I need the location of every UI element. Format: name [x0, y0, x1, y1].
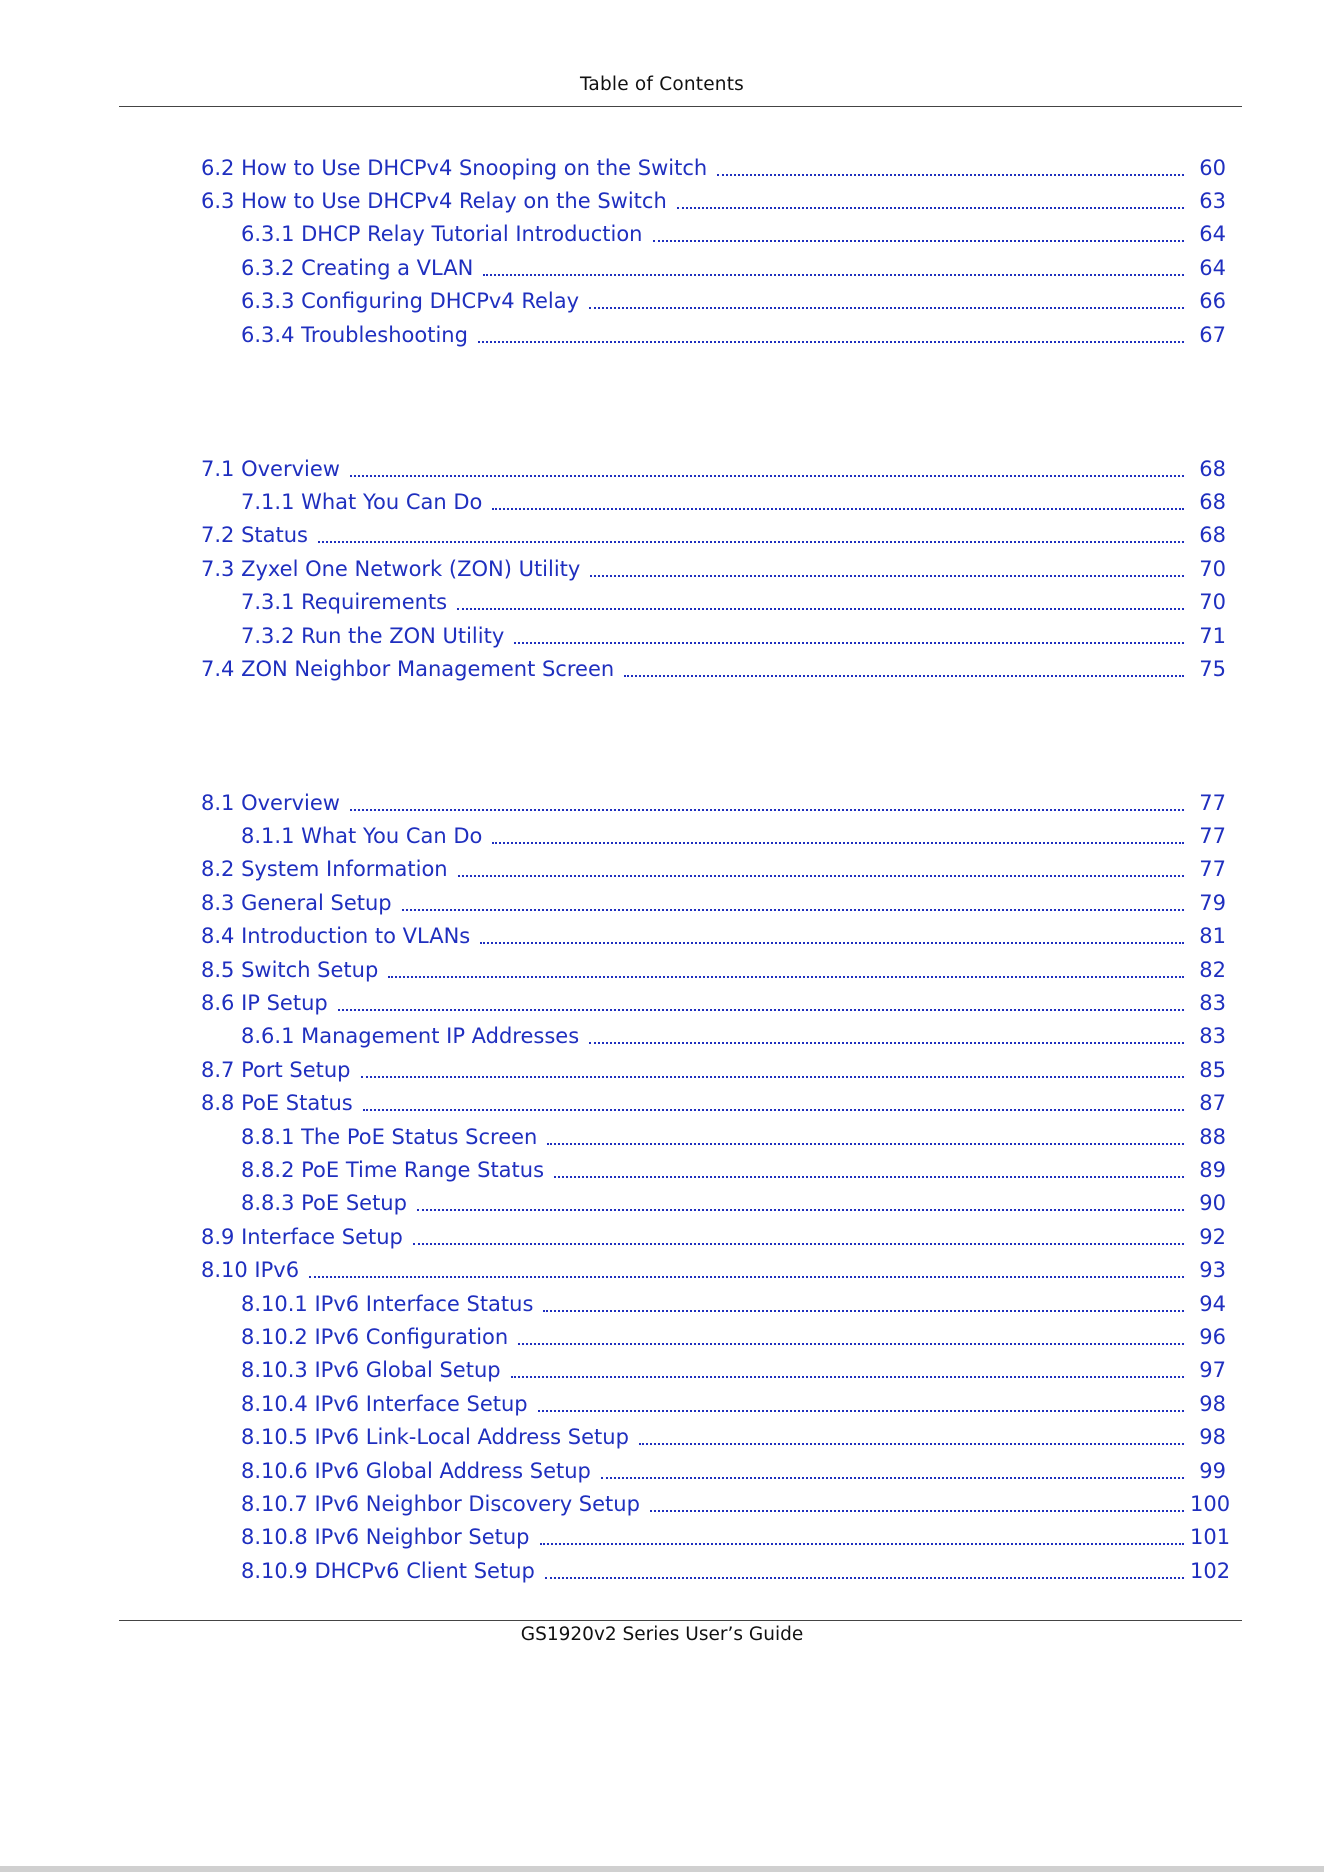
toc-entry[interactable] [0, 652, 1324, 685]
toc-entry-label: 8.8 PoE Status [201, 1091, 353, 1116]
toc-entry[interactable] [0, 318, 1324, 351]
toc-entry-label: 8.8.2 PoE Time Range Status [241, 1157, 545, 1182]
toc-dot-leader [717, 174, 1184, 176]
toc-entry[interactable] [0, 1153, 1324, 1186]
toc-entry[interactable] [0, 1020, 1324, 1053]
toc-entry[interactable] [0, 285, 1324, 318]
toc-dot-leader [480, 942, 1184, 944]
toc-entry-label: 8.1.1 What You Can Do [241, 823, 483, 848]
toc-dot-leader [514, 642, 1184, 644]
toc-dot-leader [589, 1042, 1184, 1044]
toc-dot-leader [413, 1243, 1184, 1245]
toc-dot-leader [338, 1009, 1184, 1011]
toc-entry-label: 8.10 IPv6 [201, 1258, 300, 1283]
toc-dot-leader [417, 1209, 1184, 1211]
toc-entry-page-number: 77 [1199, 790, 1226, 815]
toc-entry[interactable] [0, 953, 1324, 986]
toc-dot-leader [650, 1510, 1184, 1512]
toc-entry-label: 7.1 Overview [201, 456, 340, 481]
toc-entry[interactable] [0, 853, 1324, 886]
toc-entry-label: 8.3 General Setup [201, 890, 392, 915]
toc-entry-label: 8.10.8 IPv6 Neighbor Setup [241, 1525, 530, 1550]
toc-dot-leader [363, 1109, 1184, 1111]
toc-entry-label: 8.8.1 The PoE Status Screen [241, 1124, 538, 1149]
scan-edge-bar [0, 1866, 1324, 1872]
toc-entry-label: 8.1 Overview [201, 790, 340, 815]
toc-entry-page-number: 63 [1199, 188, 1226, 213]
toc-entry-label: 8.10.9 DHCPv6 Client Setup [241, 1558, 535, 1583]
toc-entry[interactable] [0, 1254, 1324, 1287]
toc-entry-label: 8.9 Interface Setup [201, 1224, 403, 1249]
toc-entry-label: 6.3.1 DHCP Relay Tutorial Introduction [241, 222, 643, 247]
toc-entry[interactable] [0, 452, 1324, 485]
toc-dot-leader [554, 1176, 1184, 1178]
toc-entry-label: 8.6.1 Management IP Addresses [241, 1024, 580, 1049]
toc-entry-page-number: 75 [1199, 656, 1226, 681]
toc-entry[interactable] [0, 1187, 1324, 1220]
toc-dot-leader [458, 875, 1184, 877]
toc-entry-label: 7.4 ZON Neighbor Management Screen [201, 656, 615, 681]
toc-entry-label: 8.10.3 IPv6 Global Setup [241, 1358, 501, 1383]
toc-entry-label: 7.3 Zyxel One Network (ZON) Utility [201, 556, 581, 581]
toc-dot-leader [540, 1543, 1184, 1545]
toc-entry[interactable] [0, 552, 1324, 585]
toc-entry-page-number: 98 [1199, 1425, 1226, 1450]
toc-dot-leader [589, 307, 1184, 309]
toc-entry-page-number: 96 [1199, 1324, 1226, 1349]
toc-entry[interactable] [0, 1087, 1324, 1120]
toc-entry[interactable] [0, 1554, 1324, 1587]
toc-entry[interactable] [0, 251, 1324, 284]
toc-entry[interactable] [0, 819, 1324, 852]
toc-entry-label: 8.8.3 PoE Setup [241, 1191, 407, 1216]
toc-entry-label: 7.3.1 Requirements [241, 590, 448, 615]
toc-entry-page-number: 81 [1199, 924, 1226, 949]
toc-entry[interactable] [0, 1354, 1324, 1387]
toc-entry-label: 8.10.4 IPv6 Interface Setup [241, 1391, 528, 1416]
toc-dot-leader [624, 675, 1184, 677]
toc-entry[interactable] [0, 886, 1324, 919]
toc-entry[interactable] [0, 218, 1324, 251]
page-footer-title: GS1920v2 Series User’s Guide [520, 1624, 804, 1645]
toc-dot-leader [388, 976, 1184, 978]
toc-entry-page-number: 60 [1199, 155, 1226, 180]
toc-entry-page-number: 70 [1199, 590, 1226, 615]
toc-dot-leader [492, 842, 1184, 844]
toc-entry-label: 8.6 IP Setup [201, 990, 328, 1015]
toc-dot-leader [483, 274, 1184, 276]
toc-entry[interactable] [0, 1487, 1324, 1520]
toc-entry-label: 6.3 How to Use DHCPv4 Relay on the Switch [201, 188, 667, 213]
toc-entry[interactable] [0, 151, 1324, 184]
toc-entry-label: 8.10.6 IPv6 Global Address Setup [241, 1458, 591, 1483]
toc-entry[interactable] [0, 519, 1324, 552]
toc-entry[interactable] [0, 184, 1324, 217]
toc-entry[interactable] [0, 786, 1324, 819]
toc-dot-leader [590, 575, 1184, 577]
toc-entry-label: 8.5 Switch Setup [201, 957, 379, 982]
toc-entry[interactable] [0, 1053, 1324, 1086]
toc-entry-label: 6.2 How to Use DHCPv4 Snooping on the Switch [201, 155, 708, 180]
toc-entry-page-number: 77 [1199, 823, 1226, 848]
toc-entry-label: 8.10.1 IPv6 Interface Status [241, 1291, 534, 1316]
toc-entry-page-number: 90 [1199, 1191, 1226, 1216]
toc-entry-label: 7.1.1 What You Can Do [241, 489, 483, 514]
toc-entry-page-number: 83 [1199, 990, 1226, 1015]
toc-dot-leader [547, 1143, 1184, 1145]
toc-entry[interactable] [0, 1120, 1324, 1153]
toc-entry[interactable] [0, 1454, 1324, 1487]
toc-entry[interactable] [0, 920, 1324, 953]
toc-entry-page-number: 79 [1199, 890, 1226, 915]
toc-entry-label: 7.3.2 Run the ZON Utility [241, 623, 505, 648]
toc-entry-page-number: 97 [1199, 1358, 1226, 1383]
toc-entry[interactable] [0, 1521, 1324, 1554]
toc-entry-page-number: 100 [1190, 1491, 1231, 1516]
toc-entry-page-number: 77 [1199, 857, 1226, 882]
toc-entry[interactable] [0, 619, 1324, 652]
toc-dot-leader [677, 207, 1184, 209]
toc-entry-page-number: 70 [1199, 556, 1226, 581]
footer-divider [119, 1620, 1242, 1621]
toc-dot-leader [653, 240, 1185, 242]
toc-dot-leader [350, 809, 1184, 811]
toc-entry[interactable] [0, 586, 1324, 619]
toc-entry-page-number: 82 [1199, 957, 1226, 982]
toc-dot-leader [518, 1343, 1184, 1345]
toc-entry-page-number: 99 [1199, 1458, 1226, 1483]
toc-dot-leader [511, 1376, 1184, 1378]
toc-entry[interactable] [0, 1387, 1324, 1420]
toc-entry-page-number: 66 [1199, 289, 1226, 314]
toc-entry-label: 8.10.5 IPv6 Link-Local Address Setup [241, 1425, 629, 1450]
toc-entry-page-number: 68 [1199, 489, 1226, 514]
toc-entry-page-number: 93 [1199, 1258, 1226, 1283]
toc-entry-page-number: 94 [1199, 1291, 1226, 1316]
toc-dot-leader [639, 1443, 1184, 1445]
toc-entry-page-number: 68 [1199, 456, 1226, 481]
toc-entry[interactable] [0, 485, 1324, 518]
toc-entry-page-number: 71 [1199, 623, 1226, 648]
toc-dot-leader [545, 1577, 1184, 1579]
toc-dot-leader [402, 909, 1184, 911]
toc-dot-leader [318, 541, 1184, 543]
toc-dot-leader [478, 341, 1184, 343]
toc-dot-leader [601, 1477, 1184, 1479]
toc-dot-leader [538, 1410, 1184, 1412]
toc-entry-label: 8.10.7 IPv6 Neighbor Discovery Setup [241, 1491, 640, 1516]
toc-entry-page-number: 64 [1199, 255, 1226, 280]
toc-dot-leader [350, 475, 1184, 477]
toc-entry-label: 7.2 Status [201, 523, 308, 548]
toc-entry-label: 6.3.2 Creating a VLAN [241, 255, 474, 280]
toc-entry[interactable] [0, 1220, 1324, 1253]
toc-entry-label: 6.3.4 Troubleshooting [241, 322, 468, 347]
toc-dot-leader [457, 608, 1184, 610]
toc-entry-label: 8.10.2 IPv6 Configuration [241, 1324, 509, 1349]
toc-entry[interactable] [0, 1287, 1324, 1320]
toc-entry-page-number: 88 [1199, 1124, 1226, 1149]
toc-entry-page-number: 101 [1190, 1525, 1231, 1550]
toc-entry-page-number: 67 [1199, 322, 1226, 347]
toc-entry-label: 8.2 System Information [201, 857, 448, 882]
page-header-title: Table of Contents [579, 74, 745, 95]
toc-entry-page-number: 85 [1199, 1057, 1226, 1082]
toc-entry-page-number: 87 [1199, 1091, 1226, 1116]
toc-entry-page-number: 92 [1199, 1224, 1226, 1249]
toc-entry-label: 8.4 Introduction to VLANs [201, 924, 471, 949]
toc-dot-leader [543, 1310, 1184, 1312]
toc-entry-page-number: 89 [1199, 1157, 1226, 1182]
toc-entry-page-number: 83 [1199, 1024, 1226, 1049]
toc-entry[interactable] [0, 1421, 1324, 1454]
toc-dot-leader [361, 1076, 1184, 1078]
toc-dot-leader [492, 508, 1184, 510]
toc-entry-page-number: 102 [1190, 1558, 1231, 1583]
toc-dot-leader [309, 1276, 1184, 1278]
toc-entry[interactable] [0, 1320, 1324, 1353]
toc-entry-page-number: 68 [1199, 523, 1226, 548]
toc-entry-page-number: 98 [1199, 1391, 1226, 1416]
toc-entry-label: 6.3.3 Configuring DHCPv4 Relay [241, 289, 580, 314]
toc-entry[interactable] [0, 986, 1324, 1019]
toc-entry-label: 8.7 Port Setup [201, 1057, 351, 1082]
toc-entry-page-number: 64 [1199, 222, 1226, 247]
